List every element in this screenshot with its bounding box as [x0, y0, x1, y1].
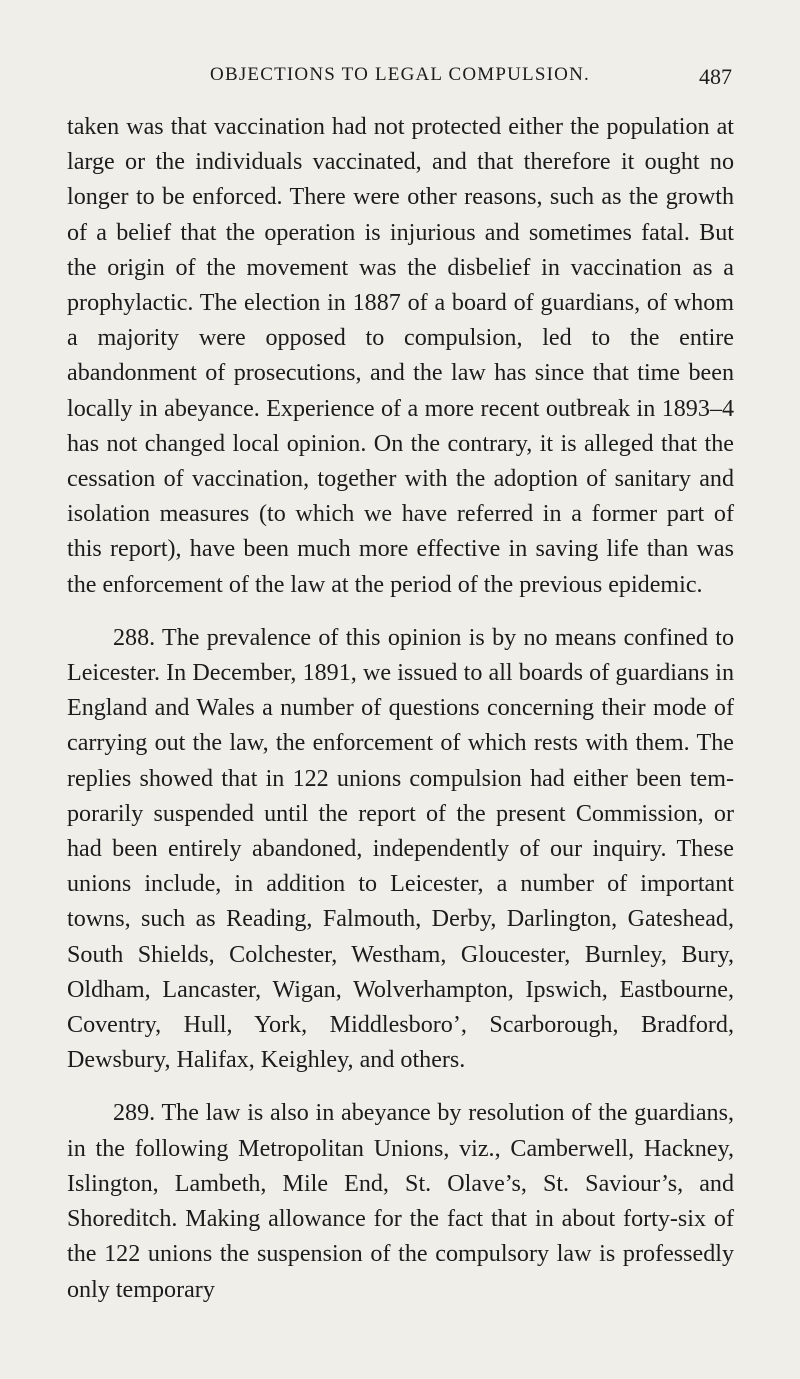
paragraph-289: 289. The law is also in abeyance by resolution of the guardians, in the following Metropolitan Unions, viz., Camberwell, Hackney, Islington, Lambeth, Mile End, St. Olave’s, St. Saviour’s, and Shoreditch. Making allowance for the fact that in about forty-six of the 122 unions the suspension of the compulsory law is professedly only temporary — [67, 1100, 734, 1303]
running-title: OBJECTIONS TO LEGAL COMPULSION. — [210, 64, 590, 85]
page-number: 487 — [699, 64, 732, 89]
running-head — [68, 64, 732, 94]
paragraph-continuation: taken was that vaccination had not protected either the population at large or the individuals vaccinated, and that therefore it ought no longer to be enforced. There were other reasons, such as the growth of a belief that the operation is injurious and sometimes fatal. But the origin of the movement was the disbelief in vaccination as a prophylactic. The election in 1887 of a board of guardians, of whom a majority were opposed to compulsion, led to the entire abandonment of prosecutions, and the law has since that time been locally in abeyance. Experience of a more recent outbreak in 1893–4 has not changed local opinion. On the contrary, it is alleged that the cessation of vaccination, together with the adoption of sanitary and isolation measures (to which we have referred in a former part of this report), have been much more effective in saving life than was the enforcement of the law at the period of the previous epidemic. — [67, 114, 734, 598]
paragraph-288: 288. The prevalence of this opinion is by no means confined to Leicester. In December, 1891, we issued to all boards of guardians in England and Wales a number of questions concerning their mode of carrying out the law, the enforcement of which rests with them. The replies showed that in 122 unions compulsion had either been temporarily suspended until the report of the present Commission, or had been entirely abandoned, independently of our inquiry. These unions include, in addition to Leicester, a number of important towns, such as Reading, Falmouth, Derby, Darlington, Gateshead, South Shields, Colchester, Westham, Gloucester, Burnley, Bury, Oldham, Lancaster, Wigan, Wolverhampton, Ipswich, Eastbourne, Coventry, Hull, York, Middlesboro’, Scarborough, Bradford, Dewsbury, Halifax, Keighley, and others. — [67, 624, 734, 1074]
body-text — [67, 110, 734, 1308]
